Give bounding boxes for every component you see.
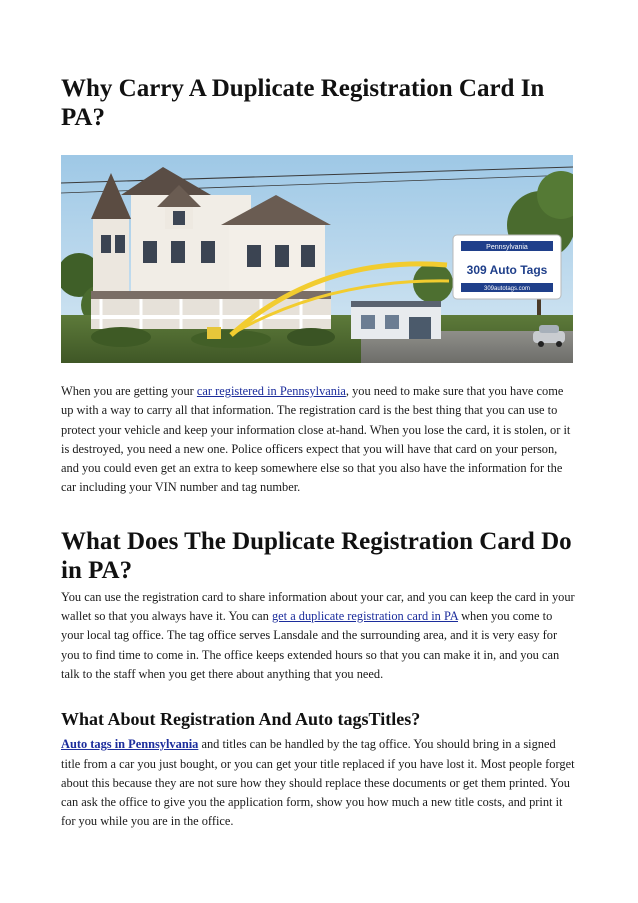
section1-text-before: You can use the registration card to share information about your car, and you can keep the card in your wallet so that you always have it. You can xyxy=(61,589,575,624)
section1-text-after: when you come to your local tag office. The tag office serves Lansdale and the surrounding area, and it is very easy for you to find time to come in. The office keeps extended hours so that you can make it in, and you can talk to the staff when you get there about anything that you need. xyxy=(61,609,560,681)
intro-paragraph xyxy=(61,382,578,498)
section2-paragraph xyxy=(61,735,578,831)
section-heading-duplicate-card: What Does The Duplicate Registration Card Do in PA? xyxy=(61,527,572,584)
auto-tags-sign xyxy=(453,235,561,299)
intro-text-before: When you are getting your xyxy=(61,384,197,398)
car-registered-link[interactable]: car registered in Pennsylvania xyxy=(196,384,346,398)
intro-text-after: , you need to make sure that you have come up with a way to carry all that information. The registration card is the best thing that you can use to protect your vehicle and keep your information close at-hand. When you lose the card, it is stolen, or it is destroyed, you need a new one. Police officers expect that you will have that card on your person, and you could even get an extra to keep somewhere else so that you also have the information for the car including your VIN number and tag number. xyxy=(61,384,571,495)
auto-tags-link[interactable]: Auto tags in Pennsylvania xyxy=(61,737,199,752)
section-heading-registration-titles: What About Registration And Auto tagsTitles? xyxy=(61,709,421,730)
page-title: Why Carry A Duplicate Registration Card In PA? xyxy=(61,75,545,131)
section2-text-after: and titles can be handled by the tag office. You should bring in a signed title from a car you just bought, or you can get your title replaced if you have lost it. Most people forget about this because they are not sure how they should replace these documents or get them printed. You can ask the office to give you the application form, show you how much a new title costs, and print it for you while you are in the office. xyxy=(61,737,575,829)
sign-state: Pennsylvania xyxy=(486,244,528,251)
sign-url: 309autotags.com xyxy=(483,286,531,292)
sign-brand: 309 Auto Tags xyxy=(466,263,548,277)
article xyxy=(61,74,578,832)
duplicate-card-link[interactable]: get a duplicate registration card in PA xyxy=(271,609,458,624)
section1-paragraph xyxy=(61,588,578,684)
hero-image xyxy=(61,155,573,363)
